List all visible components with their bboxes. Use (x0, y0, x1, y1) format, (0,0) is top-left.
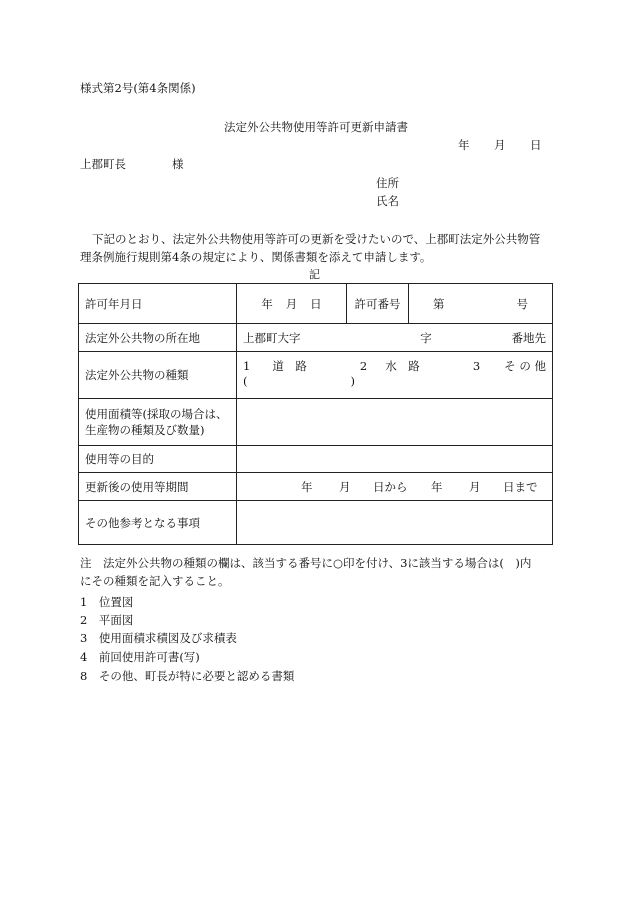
attachment-item: 4 前回使用許可書(写) (80, 650, 200, 664)
type-field[interactable] (237, 352, 553, 399)
document-title: 法定外公共物使用等許可更新申請書 (224, 120, 408, 134)
location-town: 上郡町大字 (243, 330, 301, 345)
type-1-number: 1 (243, 359, 251, 373)
attachment-item: 2 平面図 (80, 613, 134, 627)
type-3-number: 3 (472, 359, 481, 373)
body-line-1: 下記のとおり、法定外公共物使用等許可の更新を受けたいので、上郡町法定外公共物管 (92, 232, 541, 246)
paren-open: ( (243, 374, 248, 388)
type-1-road: 道 路 (272, 359, 307, 373)
addressee: 上郡町長 (80, 157, 126, 171)
note-line-2: にその種類を記入すること。 (80, 574, 230, 588)
note-line-1: 注 法定外公共物の種類の欄は、該当する番号に○印を付け、3に該当する場合は( )内 (80, 556, 532, 570)
table-row (79, 284, 553, 324)
area-label-line-1: 使用面積等(採取の場合は、 (85, 407, 228, 421)
period-from-year: 年 (301, 479, 313, 494)
table-row (79, 399, 553, 446)
permit-number-label: 許可番号 (347, 284, 409, 324)
period-field[interactable] (237, 473, 553, 501)
area-label-line-2: 生産物の種類及び数量) (85, 423, 205, 437)
period-to-year: 年 (431, 479, 443, 494)
purpose-label: 使用等の目的 (79, 446, 237, 473)
type-2-number: 2 (359, 359, 368, 373)
ki-mark: 記 (309, 268, 320, 281)
date-day-label: 日 (530, 138, 542, 152)
table-row (79, 352, 553, 399)
attachment-item: 3 使用面積求積図及び求積表 (80, 631, 237, 645)
address-label: 住所 (376, 176, 399, 190)
table-row (79, 501, 553, 545)
date-month-label: 月 (494, 138, 506, 152)
attachment-item: 1 位置図 (80, 595, 134, 609)
form-number: 様式第2号(第4条関係) (80, 81, 196, 95)
table-row (79, 324, 553, 352)
permit-date-field[interactable] (237, 284, 347, 324)
area-label (79, 399, 237, 446)
location-label: 法定外公共物の所在地 (79, 324, 237, 352)
type-2-waterway: 水 路 (385, 359, 420, 373)
permit-month-label: 月 (285, 296, 298, 311)
type-label: 法定外公共物の種類 (79, 352, 237, 399)
other-notes-label: その他参考となる事項 (79, 501, 237, 545)
purpose-field[interactable] (237, 446, 553, 473)
permit-go-label: 号 (516, 296, 528, 311)
body-line-2: 理条例施行規則第4条の規定により、関係書類を添えて申請します。 (80, 250, 432, 264)
period-from-day: 日から (373, 479, 408, 494)
attachment-item: 8 その他、町長が特に必要と認める書類 (80, 669, 295, 683)
paren-close: ) (350, 374, 355, 388)
table-row (79, 446, 553, 473)
period-to-day: 日まで (503, 479, 538, 494)
area-field[interactable] (237, 399, 553, 446)
date-year-label: 年 (458, 138, 470, 152)
permit-dai-label: 第 (433, 296, 445, 311)
honorific: 様 (172, 157, 184, 171)
type-3-other: そ の 他 (504, 359, 546, 373)
location-field[interactable] (237, 324, 553, 352)
table-row (79, 473, 553, 501)
permit-day-label: 日 (310, 296, 322, 311)
permit-date-label: 許可年月日 (79, 284, 237, 324)
period-to-month: 月 (469, 479, 481, 494)
permit-number-field[interactable] (409, 284, 553, 324)
application-table (78, 283, 553, 545)
location-banchi: 番地先 (511, 330, 546, 345)
name-label: 氏名 (376, 194, 399, 208)
other-notes-field[interactable] (237, 501, 553, 545)
permit-year-label: 年 (261, 296, 273, 311)
period-label: 更新後の使用等期間 (79, 473, 237, 501)
location-aza: 字 (420, 330, 432, 345)
period-from-month: 月 (339, 479, 351, 494)
